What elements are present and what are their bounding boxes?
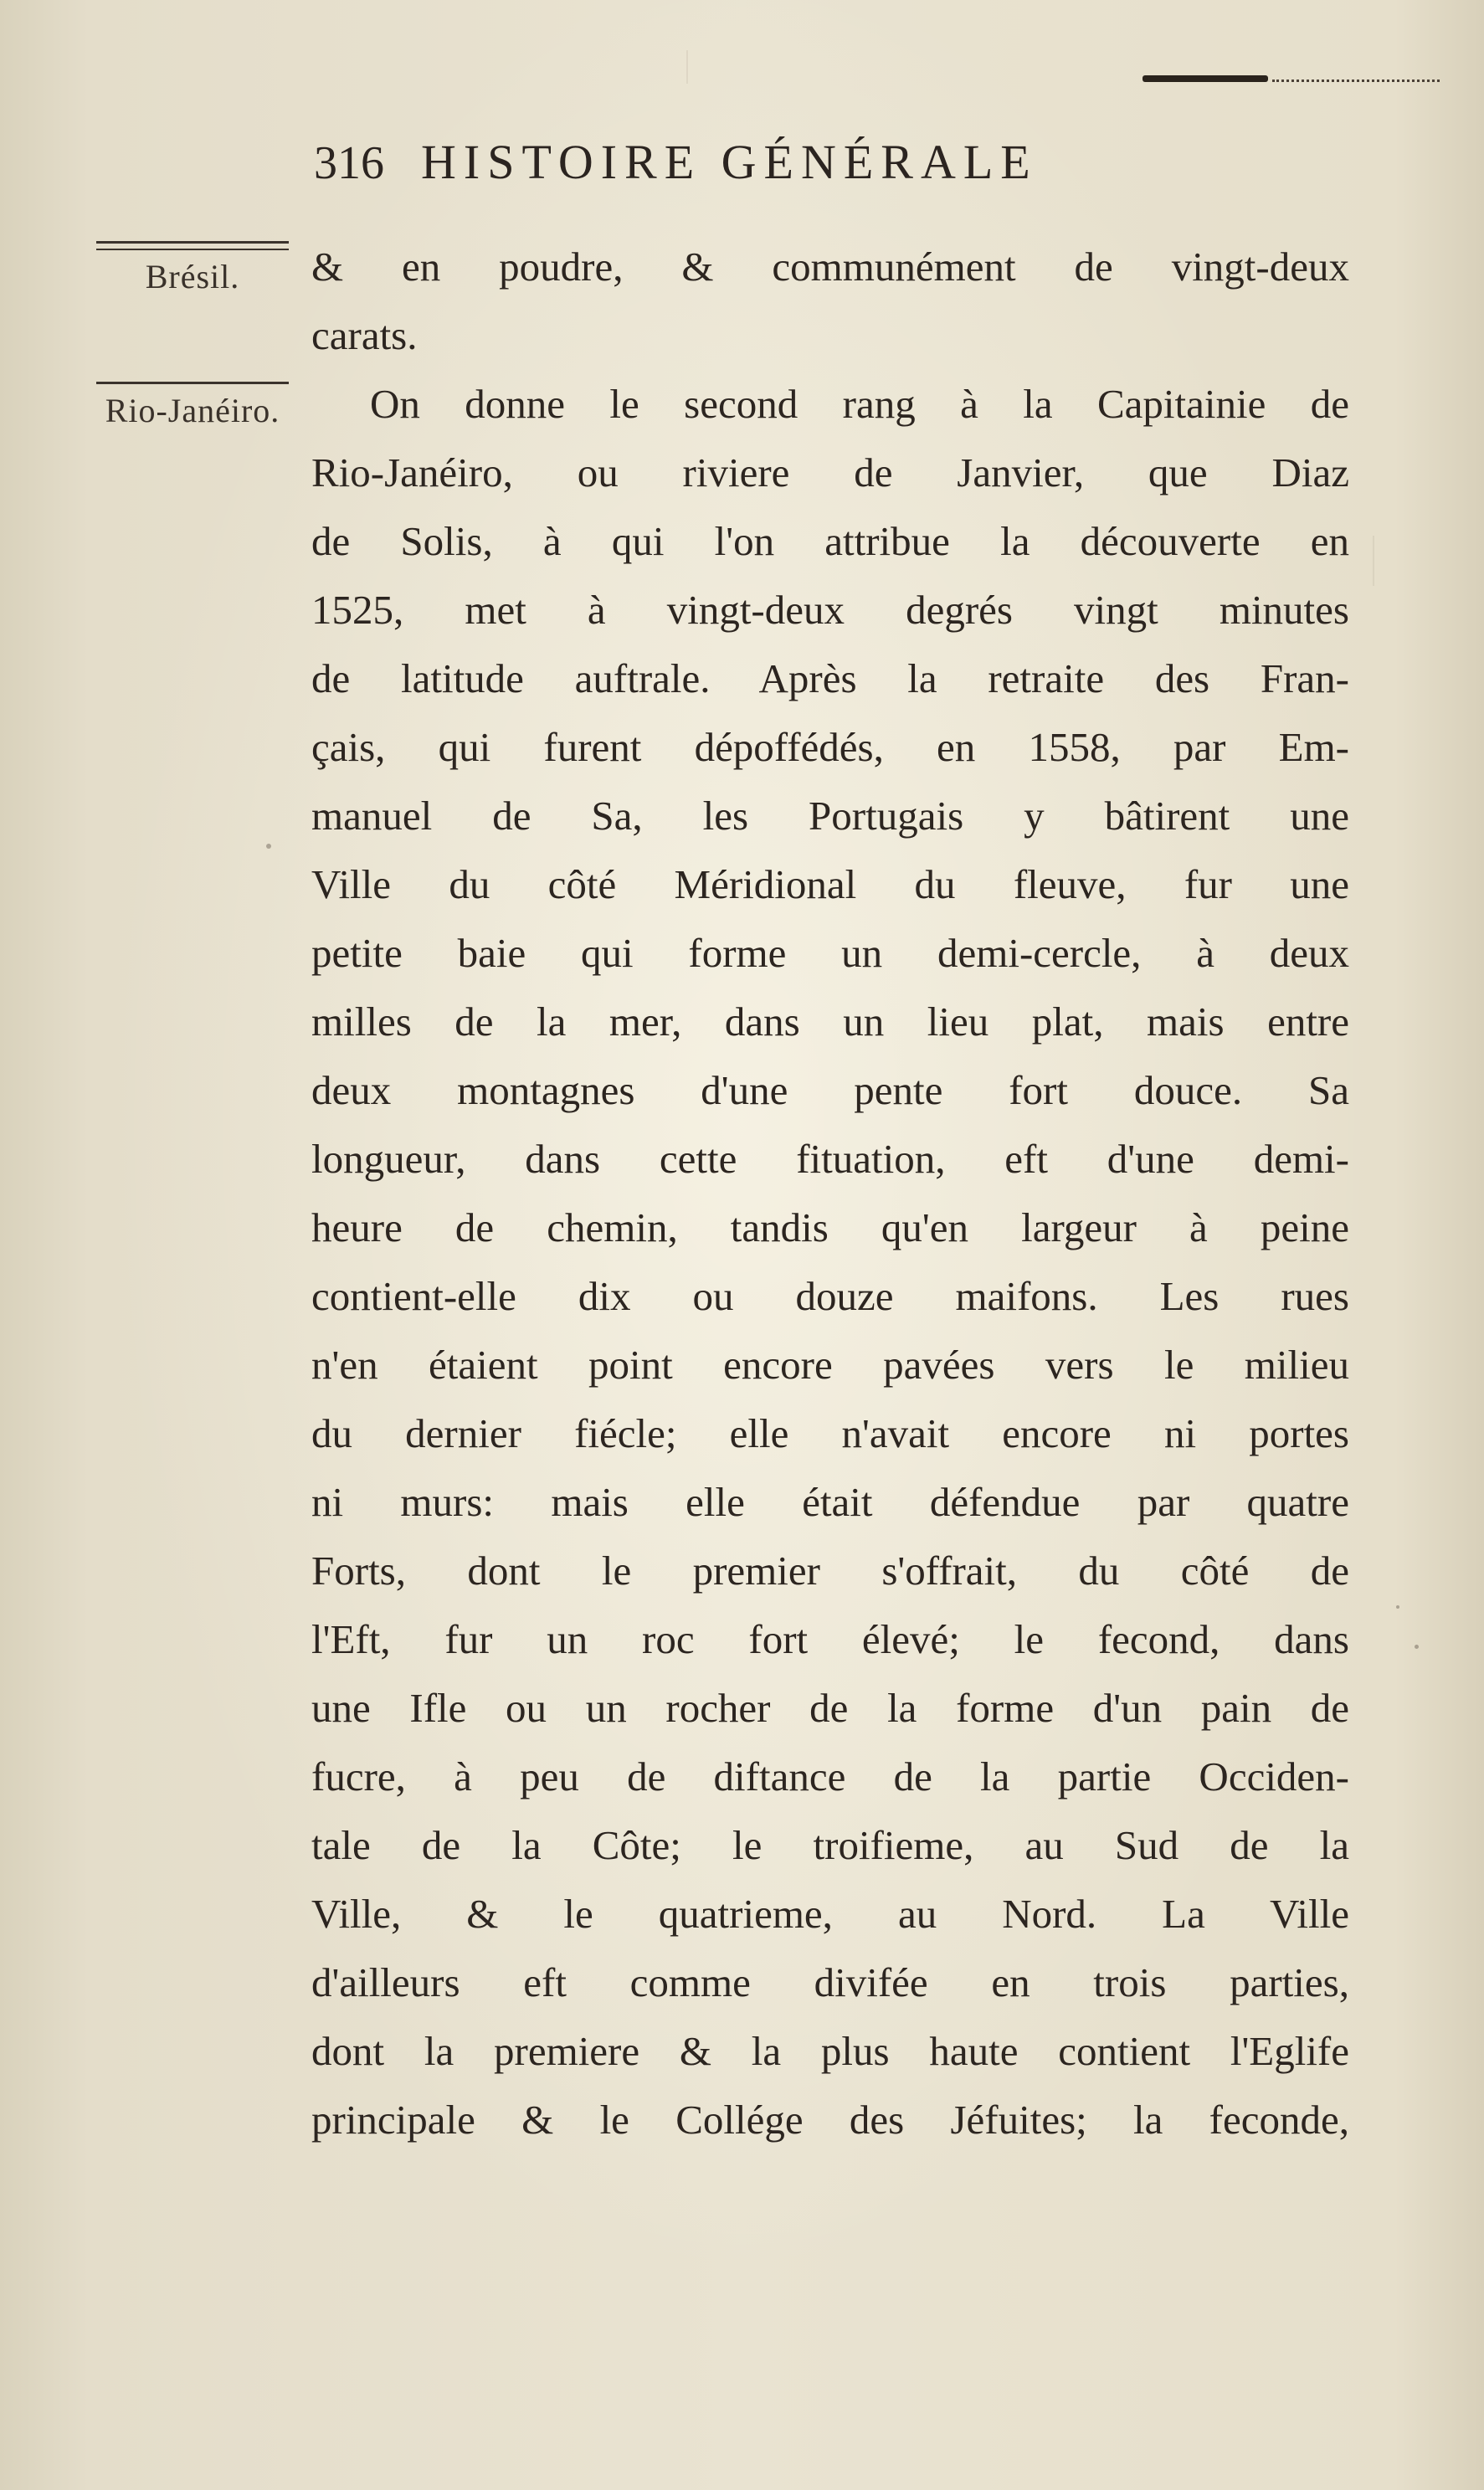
text-line: & en poudre, & communément de vingt-deux xyxy=(311,244,1349,290)
text-line: Ville du côté Méridional du fleuve, fur une xyxy=(311,861,1349,907)
text-line: carats. xyxy=(311,312,418,358)
text-line: d'ailleurs eft comme divifée en trois parties, xyxy=(311,1959,1349,2005)
text-line: de Solis, à qui l'on attribue la découverte en xyxy=(311,518,1349,564)
paper-speck xyxy=(1396,1605,1399,1609)
text-line: longueur, dans cette fituation, eft d'une demi- xyxy=(311,1136,1349,1182)
text-line: heure de chemin, tandis qu'en largeur à peine xyxy=(311,1204,1349,1250)
text-line: Rio-Janéiro, ou riviere de Janvier, que Diaz xyxy=(311,449,1349,495)
text-line: ni murs: mais elle était défendue par quatre xyxy=(311,1479,1349,1525)
text-line: petite baie qui forme un demi-cercle, à deux xyxy=(311,930,1349,976)
ornament-dots xyxy=(1272,80,1440,82)
text-line: une Ifle ou un rocher de la forme d'un pain de xyxy=(311,1685,1349,1731)
text-line: fucre, à peu de diftance de la partie Occiden- xyxy=(311,1753,1349,1799)
text-line: du dernier fiécle; elle n'avait encore ni portes xyxy=(311,1410,1349,1456)
body-text xyxy=(311,233,1349,2154)
text-line: 1525, met à vingt-deux degrés vingt minutes xyxy=(311,587,1349,633)
text-line: On donne le second rang à la Capitainie de xyxy=(370,381,1349,427)
text-line: çais, qui furent dépoffédés, en 1558, par Em- xyxy=(311,724,1349,770)
paper-mark xyxy=(686,50,688,84)
text-line: deux montagnes d'une pente fort douce. Sa xyxy=(311,1067,1349,1113)
text-line: manuel de Sa, les Portugais y bâtirent une xyxy=(311,793,1349,839)
text-line: tale de la Côte; le troifieme, au Sud de la xyxy=(311,1822,1349,1868)
margin-note-rio-janeiro xyxy=(84,382,301,430)
page-number: 316 xyxy=(314,137,384,189)
margin-note-label: Rio-Janéiro. xyxy=(105,392,280,429)
paper-speck xyxy=(266,844,271,849)
top-ornament-rule xyxy=(1143,72,1444,84)
text-line: milles de la mer, dans un lieu plat, mais entre xyxy=(311,999,1349,1045)
text-line: l'Eft, fur un roc fort élevé; le fecond, dans xyxy=(311,1616,1349,1662)
running-head: HISTOIRE GÉNÉRALE xyxy=(421,135,1038,189)
paper-mark xyxy=(1373,536,1374,586)
margin-rule xyxy=(96,382,289,384)
paper-speck xyxy=(1415,1645,1419,1649)
text-line: dont la premiere & la plus haute contient l'Eglife xyxy=(311,2028,1349,2074)
margin-rule xyxy=(96,241,289,250)
text-line: principale & le Collége des Jéfuites; la feconde, xyxy=(311,2097,1349,2143)
margin-note-bresil xyxy=(84,241,301,296)
text-line: Ville, & le quatrieme, au Nord. La Ville xyxy=(311,1891,1349,1937)
margin-note-label: Brésil. xyxy=(145,258,240,295)
text-line: contient-elle dix ou douze maifons. Les rues xyxy=(311,1273,1349,1319)
text-line: n'en étaient point encore pavées vers le milieu xyxy=(311,1342,1349,1388)
text-line: Forts, dont le premier s'offrait, du côté de xyxy=(311,1548,1349,1594)
text-line: de latitude auftrale. Après la retraite des Fran- xyxy=(311,655,1349,701)
page-header xyxy=(314,134,1360,201)
ornament-bar xyxy=(1143,75,1268,82)
